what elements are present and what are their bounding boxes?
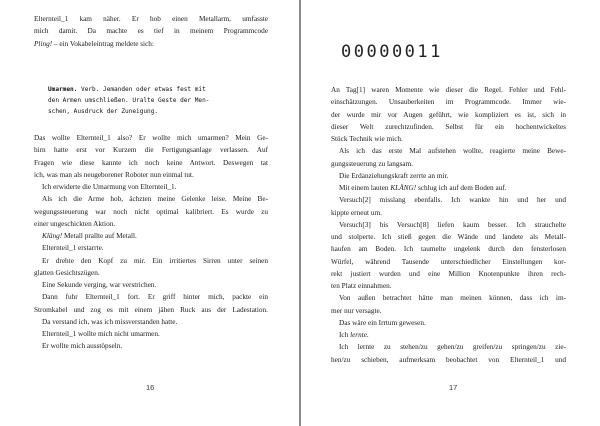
text-line: Das wollte Elternteil_1 also? Er wollte mich umarmen? Mein Ge- (34, 134, 268, 142)
text-line: Stück Technik wie mich. (331, 135, 403, 143)
text-line: Eine Sekunde verging, war verstrichen. (42, 281, 157, 289)
text-line: Elternteil_1 kam näher. Er hob einen Metallarm, umfasste (34, 15, 268, 23)
right-page (301, 0, 600, 426)
text-line: Als ich das erste Mal aufstehen wollte, reagierte meine Bewe- (339, 147, 566, 156)
text-line: Ich erwiderte die Umarmung von Elternteil_1. (42, 183, 177, 191)
text-line: gungssteuerung zu langsam. (331, 159, 413, 168)
text-line: mich damit. Da machte es tief in meinem Programmcode (34, 27, 268, 36)
text-line: Elternteil_1 erstarrte. (42, 244, 104, 253)
text-line: Versuch[3] bis Versuch[8] liefen kaum besser. Ich strauchelte (339, 220, 566, 229)
text-line: An Tag[1] waren Momente wie dieser die Regel. Fehler und Fehl- (331, 86, 566, 94)
text-line: Versuch[2] misslang ebenfalls. Ich wankte hin und her und (339, 196, 566, 205)
text-line: Fragen wie diese kannte ich noch keine Antwort. Deswegen tat (34, 158, 268, 167)
text-line: Ich lernte. (339, 331, 369, 339)
text-line: einer ungeschickten Aktion. (34, 219, 116, 228)
text-line: Er drehte den Kopf zu mir. Ein irritiertes Sirren unter seinen (42, 256, 268, 265)
text-line: kippte erneut um. (331, 208, 382, 217)
text-line: Die Erdanziehungskraft zerrte an mir. (339, 171, 449, 180)
text-line: Würfel, während Tausende unterschiedlicher Einstellungen kor- (331, 257, 566, 266)
text-line: Pling! – ein Vokabeleintrag meldete sich: (34, 39, 154, 48)
text-line: dieser Welt zurechtzufinden. Selbst für ein hochentwickeltes (331, 122, 566, 131)
text-line: wegungssteuerung war noch nicht optimal kalibriert. Es wurde zu (34, 207, 268, 216)
text-line: ten Platz einnahmen. (331, 282, 392, 290)
definition-line: schen, Ausdruck der Zuneigung. (48, 108, 159, 115)
text-line: Stromkabel und zog es mit einem jähen Ruck aus der Ladestation. (34, 305, 268, 314)
text-line: Mit einem lauten KLÄNG! schlug ich auf dem Boden auf. (339, 184, 507, 192)
text-line: Er wollte mich ausstöpseln. (42, 342, 123, 351)
text-line: haufen am Boden. Ich taumelte ungelenk durch den fensterlosen (331, 245, 566, 254)
left-page (0, 0, 299, 426)
text-line: der wurde mir vor Augen geführt, wie kompliziert es ist, sich in (331, 110, 566, 119)
text-line: Kläng! Metall prallte auf Metall. (42, 232, 137, 240)
text-line: glatten Gesichtszügen. (34, 268, 100, 277)
definition-line: den Armen umschließen. Uralte Geste der Men- (48, 97, 210, 104)
text-line: Elternteil_1 wollte mich nicht umarmen. (42, 330, 160, 338)
text-line: rekt justiert wurden und eine Million Knotenpunkte ihren rech- (331, 269, 566, 278)
page-number: 16 (146, 383, 155, 392)
text-line: und stolperte. Ich stieß gegen die Wände und landete als Metall- (331, 233, 566, 241)
text-line: einschätzungen. Unsauberkeiten im Programmcode. Immer wie- (331, 98, 566, 107)
text-line: hirn hatte erst vor Kurzem die Fertigungsanlage verlassen. Auf (34, 146, 268, 155)
page-number: 17 (449, 383, 458, 392)
text-line: Als ich die Arme hob, ächzten meine Gelenke leise. Meine Be- (42, 195, 268, 204)
text-line: Das wäre ein Irrtum gewesen. (339, 318, 426, 327)
dictionary-entry (48, 84, 268, 117)
body-text (34, 132, 268, 353)
text-line: Von außen betrachtet hätte man meinen können, dass ich im- (339, 294, 566, 303)
intro-paragraph (34, 13, 268, 50)
text-line: Ich lernte zu stehen/zu gehen/zu greifen/zu springen/zu zie- (339, 343, 566, 352)
chapter-number: 00000011 (341, 42, 443, 62)
text-line: Da verstand ich, was ich missverstanden hatte. (42, 317, 178, 326)
definition-line: Umarmen. Verb. Jemanden oder etwas fest mit (48, 86, 206, 93)
text-line: ich, was man als neugeborener Roboter nun einmal tut. (34, 170, 194, 179)
text-line: Dann fuhr Elternteil_1 fort. Er griff hinter mich, packte ein (42, 293, 268, 302)
text-line: hen/zu schieben, aufmerksam beobachtet von Elternteil_1 und (331, 355, 566, 364)
body-text (331, 84, 566, 366)
text-line: mer nur versagte. (331, 306, 382, 315)
